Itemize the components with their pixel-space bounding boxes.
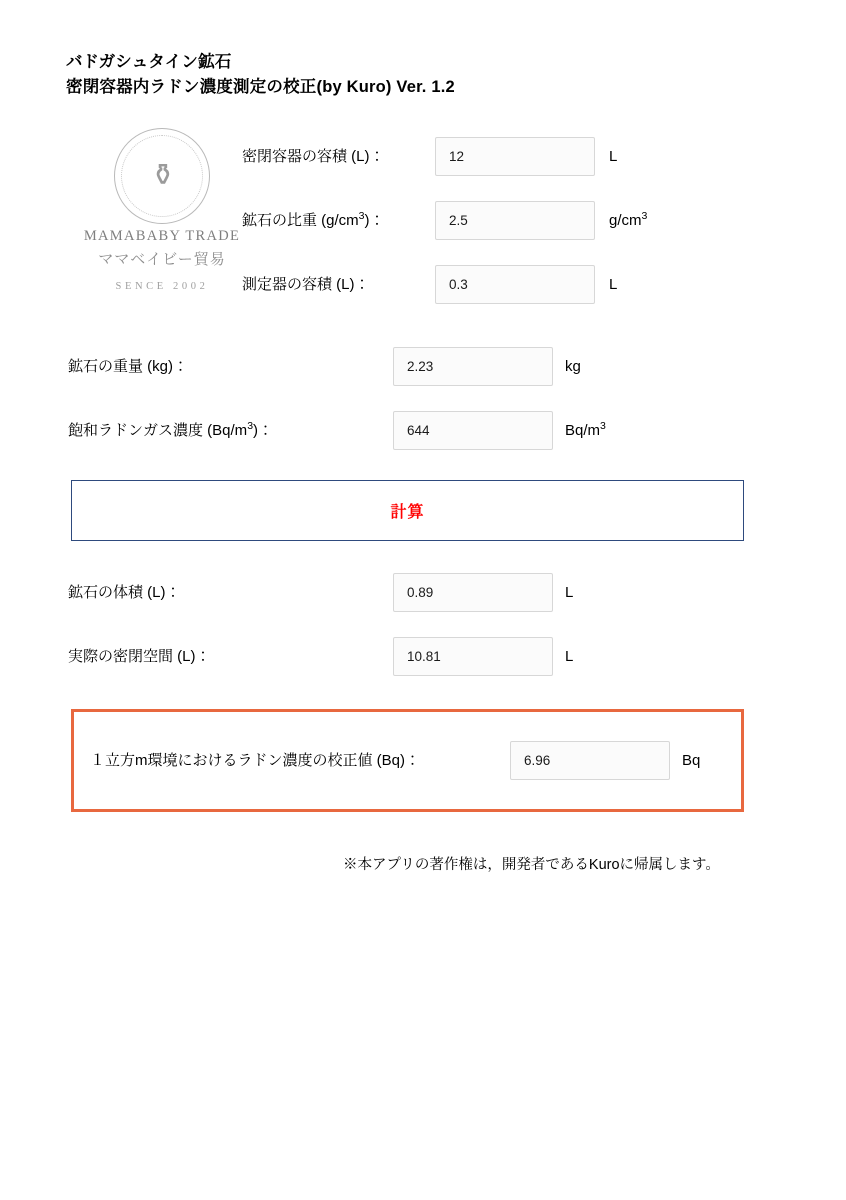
output-calibrated-value <box>510 741 670 780</box>
field-row-calibrated-value <box>90 741 750 780</box>
unit-saturated-radon-main: Bq/m <box>565 421 601 439</box>
unit-detector-volume-text: L <box>609 275 618 293</box>
label-detector-volume: 測定器の容積 (L)： <box>242 275 370 293</box>
logo-figures-icon: ⚱ <box>150 159 174 192</box>
label-saturated-radon-sup: 3 <box>247 419 254 432</box>
logo-since: SENCE 2002 <box>115 281 209 292</box>
label-ore-density <box>242 209 435 230</box>
copyright-footnote: ※本アプリの著作権は，開発者であるKuroに帰属します。 <box>343 857 720 873</box>
label-saturated-radon-tail: )： <box>253 421 274 439</box>
logo-name-en: MAMABABY TRADE <box>83 228 241 244</box>
label-ore-density-sup: 3 <box>358 209 365 222</box>
output-actual-sealed-space-value: 10.81 <box>407 649 441 664</box>
calculate-button-label: 計算 <box>390 504 425 521</box>
input-saturated-radon[interactable] <box>393 411 553 450</box>
label-container-volume: 密閉容器の容積 (L)： <box>242 147 385 165</box>
title-line-1: バドガシュタイン鉱石 <box>66 53 232 71</box>
input-saturated-radon-value: 644 <box>407 423 430 438</box>
unit-container-volume-text: L <box>609 147 618 165</box>
field-row-saturated-radon <box>68 411 768 450</box>
input-ore-density-value: 2.5 <box>449 213 468 228</box>
calculate-button[interactable] <box>71 480 744 541</box>
input-container-volume[interactable] <box>435 137 595 176</box>
label-actual-sealed-space: 実際の密閉空間 (L)： <box>68 647 211 665</box>
label-ore-density-tail: )： <box>364 211 385 229</box>
field-row-ore-density <box>242 201 762 240</box>
field-row-ore-weight <box>68 347 768 386</box>
unit-saturated-radon <box>565 419 606 440</box>
input-ore-weight[interactable] <box>393 347 553 386</box>
unit-calibrated-value-text: Bq <box>682 751 701 769</box>
label-saturated-radon-main: 飽和ラドンガス濃度 (Bq/m <box>68 421 248 439</box>
field-row-actual-sealed-space <box>68 637 768 676</box>
label-ore-volume: 鉱石の体積 (L)： <box>68 583 181 601</box>
input-detector-volume-value: 0.3 <box>449 277 468 292</box>
unit-calibrated-value <box>682 752 700 770</box>
input-ore-weight-value: 2.23 <box>407 359 434 374</box>
output-ore-volume <box>393 573 553 612</box>
page-title <box>66 50 766 100</box>
label-saturated-radon <box>68 419 393 440</box>
input-detector-volume[interactable] <box>435 265 595 304</box>
unit-container-volume <box>609 148 617 166</box>
field-row-detector-volume <box>242 265 762 304</box>
field-row-ore-volume <box>68 573 768 612</box>
output-actual-sealed-space <box>393 637 553 676</box>
unit-ore-density <box>609 209 648 230</box>
logo-seal-icon <box>114 128 210 224</box>
unit-actual-sealed-space-text: L <box>565 647 574 665</box>
unit-detector-volume <box>609 276 617 294</box>
unit-ore-density-sup: 3 <box>641 209 648 222</box>
unit-actual-sealed-space <box>565 648 573 666</box>
logo-name-jp: ママベイビー貿易 <box>98 251 226 268</box>
label-ore-density-main: 鉱石の比重 (g/cm <box>242 211 359 229</box>
input-ore-density[interactable] <box>435 201 595 240</box>
label-ore-weight: 鉱石の重量 (kg)： <box>68 357 189 375</box>
unit-saturated-radon-sup: 3 <box>600 419 606 432</box>
field-row-container-volume <box>242 137 762 176</box>
unit-ore-volume-text: L <box>565 583 574 601</box>
title-line-2: 密閉容器内ラドン濃度測定の校正(by Kuro) Ver. 1.2 <box>66 78 455 96</box>
output-ore-volume-value: 0.89 <box>407 585 434 600</box>
company-logo <box>78 128 246 308</box>
unit-ore-volume <box>565 584 573 602</box>
unit-ore-weight-text: kg <box>565 357 581 375</box>
label-calibrated-value: １立方m環境におけるラドン濃度の校正値 (Bq)： <box>90 751 421 769</box>
output-calibrated-value-value: 6.96 <box>524 753 551 768</box>
input-container-volume-value: 12 <box>449 149 465 164</box>
unit-ore-density-main: g/cm <box>609 211 642 229</box>
unit-ore-weight <box>565 358 581 376</box>
